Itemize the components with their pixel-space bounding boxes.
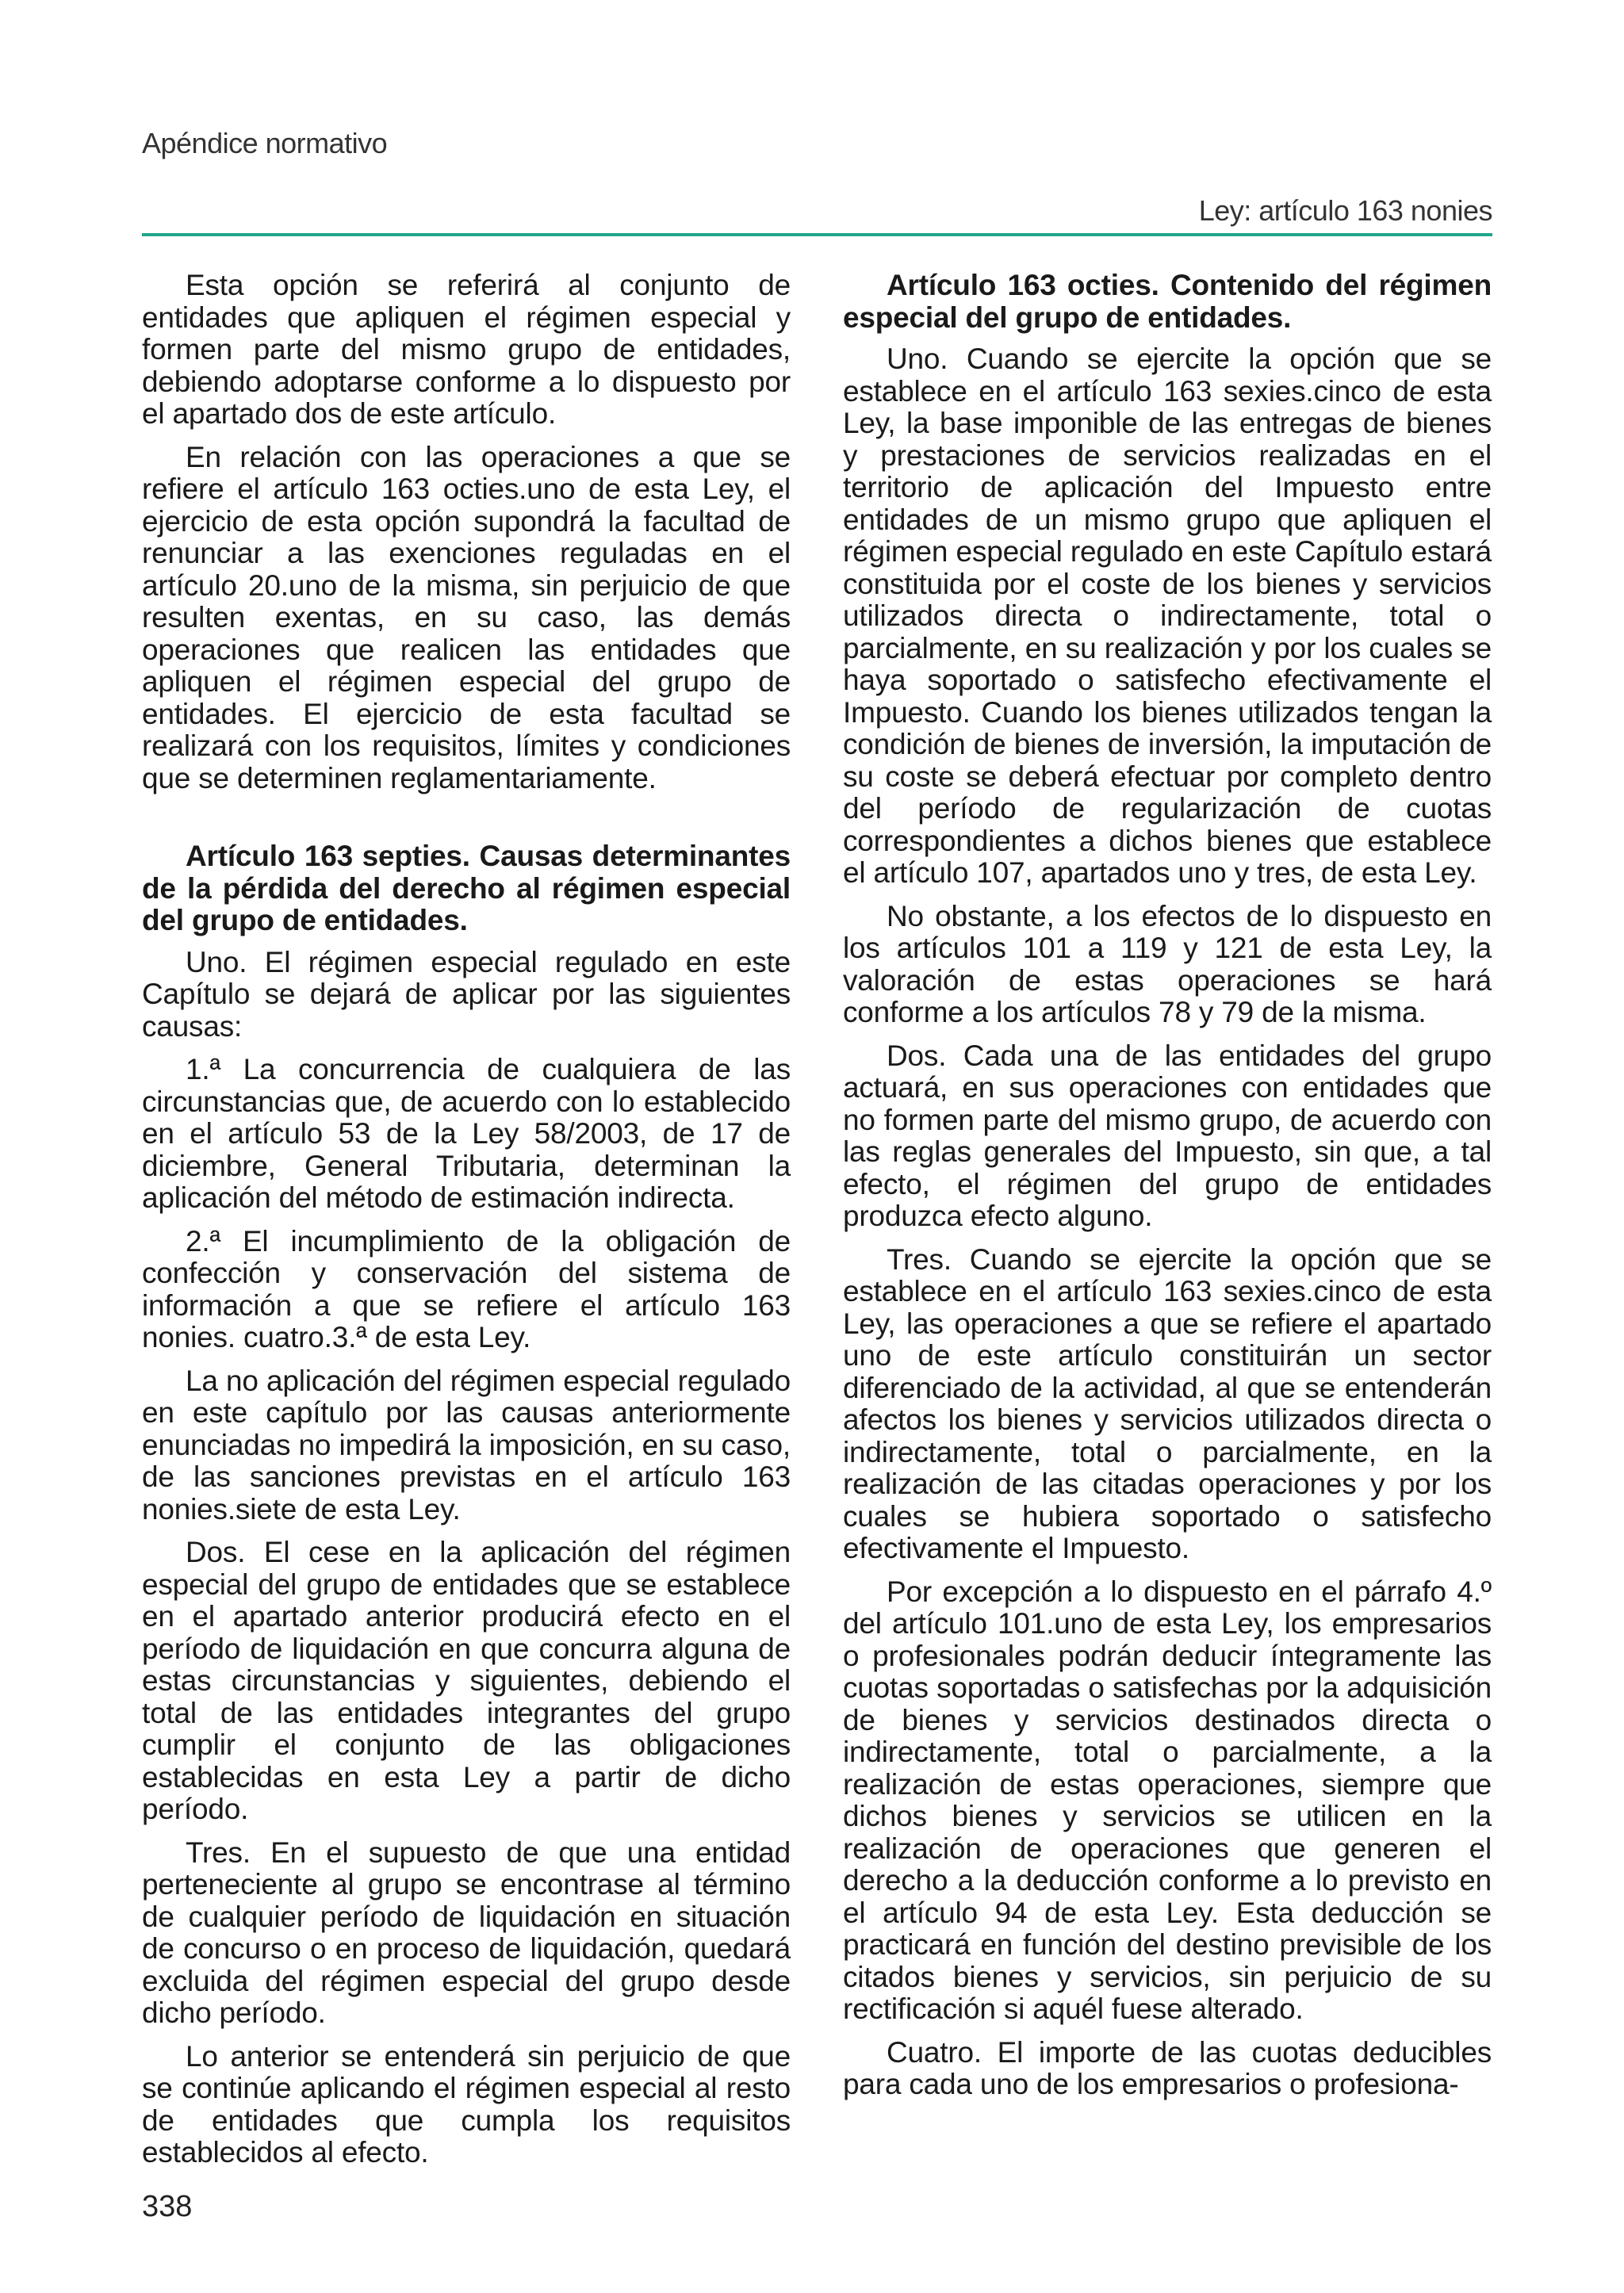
paragraph: Cuatro. El importe de las cuotas deducibles para cada uno de los empresarios o profesiona- (843, 2035, 1492, 2100)
paragraph: Uno. Cuando se ejercite la opción que se establece en el artículo 163 sexies.cinco de esta Ley, la base imponible de las entregas de bienes y prestaciones de servicios realizadas en el territorio de aplicación del Impuesto entre entidades de un mismo grupo que apliquen el régimen especial regulado en este Capítulo estará constituida por el coste de los bienes y servicios utilizados directa o indirectamente, total o parcialmente, en su realización y por los cuales se haya soportado o satisfecho efectivamente el Impuesto. Cuando los bienes utilizados tengan la condición de bienes de inversión, la imputación de su coste se deberá efectuar por completo dentro del período de regularización de cuotas correspondientes a dichos bienes que establece el artículo 107, apartados uno y tres, de esta Ley. (843, 343, 1492, 889)
paragraph: No obstante, a los efectos de lo dispuesto en los artículos 101 a 119 y 121 de esta Ley, la valoración de estas operaciones se hará conforme a los artículos 78 y 79 de la misma. (843, 899, 1492, 1028)
left-column (142, 270, 791, 2180)
paragraph: En relación con las operaciones a que se refiere el artículo 163 octies.uno de esta Ley, el ejercicio de esta opción supondrá la facultad de renunciar a las exenciones reguladas en el artículo 20.uno de la misma, sin perjuicio de que resulten exentas, en su caso, las demás operaciones que realicen las entidades que apliquen el régimen especial del grupo de entidades. El ejercicio de esta facultad se realizará con los requisitos, límites y condiciones que se determinen reglamentariamente. (142, 440, 791, 794)
right-column (843, 270, 1492, 2112)
article-heading: Artículo 163 septies. Causas determinantes de la pérdida del derecho al régimen especial del grupo de entidades. (142, 840, 791, 936)
paragraph: Por excepción a lo dispuesto en el párrafo 4.º del artículo 101.uno de esta Ley, los empresarios o profesionales podrán deducir íntegramente las cuotas soportadas o satisfechas por la adquisición de bienes y servicios destinados directa o indirectamente, total o parcialmente, a la realización de estas operaciones, siempre que dichos bienes y servicios se utilicen en la realización de operaciones que generen el derecho a la deducción conforme a lo previsto en el artículo 94 de esta Ley. Esta deducción se practicará en función del destino previsible de los citados bienes y servicios, sin perjuicio de su rectificación si aquél fuese alterado. (843, 1575, 1492, 2025)
running-title: Ley: artículo 163 nonies (1198, 194, 1492, 227)
paragraph: 2.ª El incumplimiento de la obligación de confección y conservación del sistema de información a que se refiere el artículo 163 nonies. cuatro.3.ª de esta Ley. (142, 1224, 791, 1353)
section-header: Apéndice normativo (142, 127, 388, 159)
paragraph: Dos. Cada una de las entidades del grupo actuará, en sus operaciones con entidades que no formen parte del mismo grupo, de acuerdo con las reglas generales del Impuesto, sin que, a tal efecto, el régimen del grupo de entidades produzca efecto alguno. (843, 1039, 1492, 1232)
paragraph: Tres. Cuando se ejercite la opción que se establece en el artículo 163 sexies.cinco de esta Ley, las operaciones a que se refiere el apartado uno de este artículo constituirán un sector diferenciado de la actividad, al que se entenderán afectos los bienes y servicios utilizados directa o indirectamente, total o parcialmente, en la realización de las citadas operaciones y por los cuales se hubiera soportado o satisfecho efectivamente el Impuesto. (843, 1242, 1492, 1564)
paragraph: Tres. En el supuesto de que una entidad perteneciente al grupo se encontrase al término de cualquier período de liquidación en situación de concurso o en proceso de liquidación, quedará excluida del régimen especial del grupo desde dicho período. (142, 1836, 791, 2029)
paragraph: Lo anterior se entenderá sin perjuicio de que se continúe aplicando el régimen especial al resto de entidades que cumpla los requisitos establecidos al efecto. (142, 2039, 791, 2169)
paragraph: La no aplicación del régimen especial regulado en este capítulo por las causas anteriormente enunciadas no impedirá la imposición, en su caso, de las sanciones previstas en el artículo 163 nonies.siete de esta Ley. (142, 1364, 791, 1525)
paragraph: Esta opción se referirá al conjunto de entidades que apliquen el régimen especial y formen parte del mismo grupo de entidades, debiendo adoptarse conforme a lo dispuesto por el apartado dos de este artículo. (142, 269, 791, 430)
paragraph: Uno. El régimen especial regulado en este Capítulo se dejará de aplicar por las siguientes causas: (142, 945, 791, 1043)
paragraph: 1.ª La concurrencia de cualquiera de las circunstancias que, de acuerdo con lo establecido en el artículo 53 de la Ley 58/2003, de 17 de diciembre, General Tributaria, determinan la aplicación del método de estimación indirecta. (142, 1053, 791, 1214)
paragraph: Dos. El cese en la aplicación del régimen especial del grupo de entidades que se establece en el apartado anterior producirá efecto en el período de liquidación en que concurra alguna de estas circunstancias y siguientes, debiendo el total de las entidades integrantes del grupo cumplir el conjunto de las obligaciones establecidas en esta Ley a partir de dicho período. (142, 1536, 791, 1825)
article-heading: Artículo 163 octies. Contenido del régimen especial del grupo de entidades. (843, 269, 1492, 334)
header-divider (142, 233, 1492, 236)
page-number: 338 (142, 2190, 193, 2223)
